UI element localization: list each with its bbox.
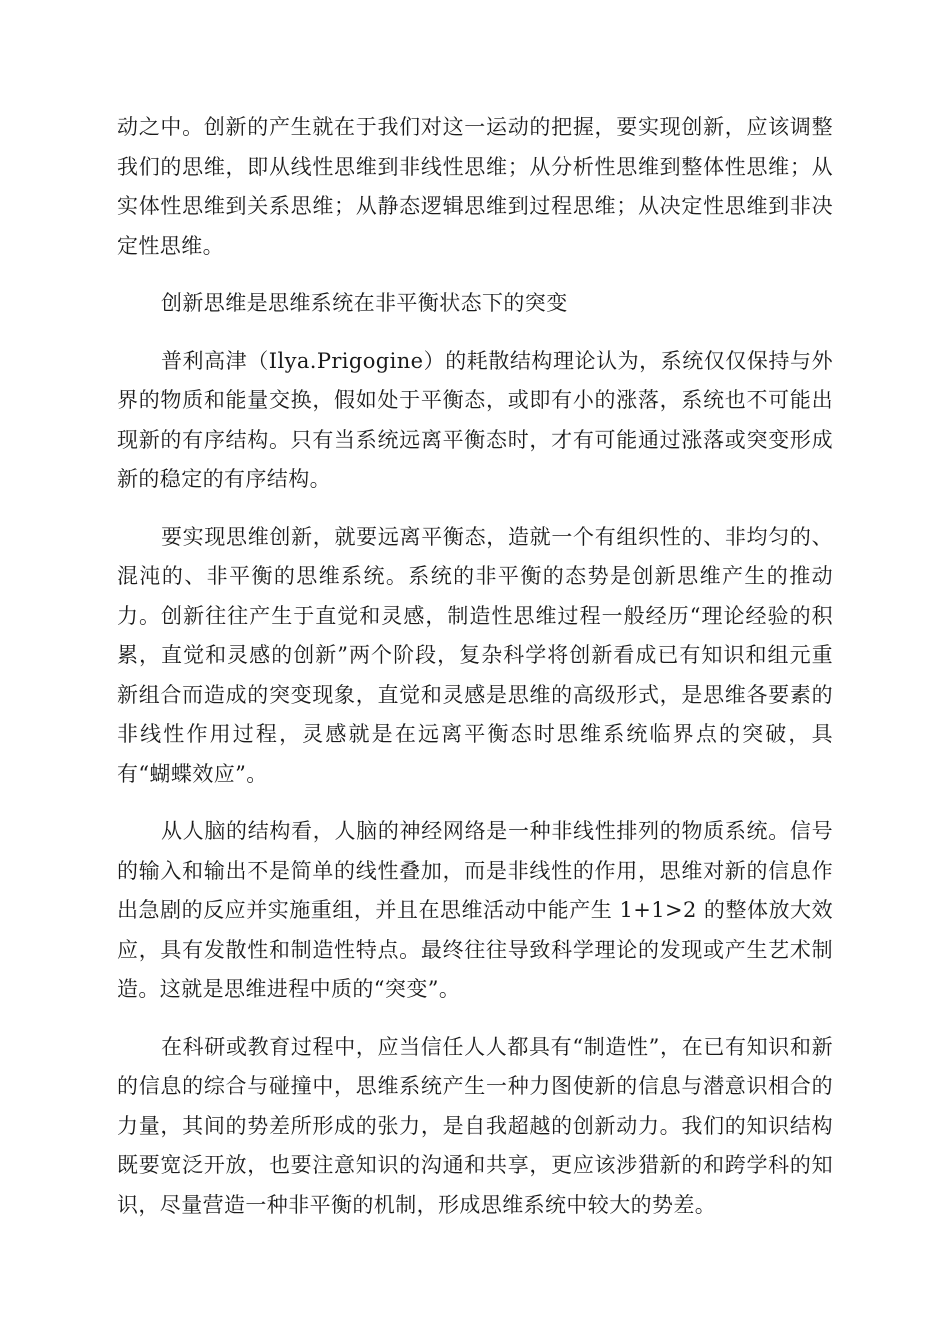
section-heading: 创新思维是思维系统在非平衡状态下的突变 (161, 291, 568, 315)
paragraph-continuation: 动之中。创新的产生就在于我们对这一运动的把握，要实现创新，应该调整我们的思维，即从线性思维到非线性思维；从分析性思维到整体性思维；从实体性思维到关系思维；从静态逻辑思维到过程思维；从决定性思维到非决定性思维。 (117, 115, 833, 258)
paragraph: 在科研或教育过程中，应当信任人人都具有“制造性”，在已有知识和新的信息的综合与碰撞中，思维系统产生一种力图使新的信息与潜意识相合的力量，其间的势差所形成的张力，是自我超越的创新动力。我们的知识结构既要宽泛开放，也要注意知识的沟通和共享，更应该涉猎新的和跨学科的知识，尽量营造一种非平衡的机制，形成思维系统中较大的势差。 (117, 1034, 833, 1217)
paragraph: 从人脑的结构看，人脑的神经网络是一种非线性排列的物质系统。信号的输入和输出不是简单的线性叠加，而是非线性的作用，思维对新的信息作出急剧的反应并实施重组，并且在思维活动中能产生 1+1>2 的整体放大效应，具有发散性和制造性特点。最终往往导致科学理论的发现或产生艺术制造。这就是思维进程中质的“突变”。 (117, 819, 833, 1001)
paragraph: 要实现思维创新，就要远离平衡态，造就一个有组织性的、非均匀的、混沌的、非平衡的思维系统。系统的非平衡的态势是创新思维产生的推动力。创新往往产生于直觉和灵感，制造性思维过程一般经历“理论经验的积累，直觉和灵感的创新”两个阶段，复杂科学将创新看成已有知识和组元重新组合而造成的突变现象，直觉和灵感是思维的高级形式，是思维各要素的非线性作用过程，灵感就是在远离平衡态时思维系统临界点的突破，具有“蝴蝶效应”。 (117, 524, 833, 786)
document-body (117, 108, 833, 1243)
paragraph: 普利高津（Ilya.Prigogine）的耗散结构理论认为，系统仅仅保持与外界的物质和能量交换，假如处于平衡态，或即有小的涨落，系统也不可能出现新的有序结构。只有当系统远离平衡态时，才有可能通过涨落或突变形成新的稳定的有序结构。 (117, 348, 833, 491)
